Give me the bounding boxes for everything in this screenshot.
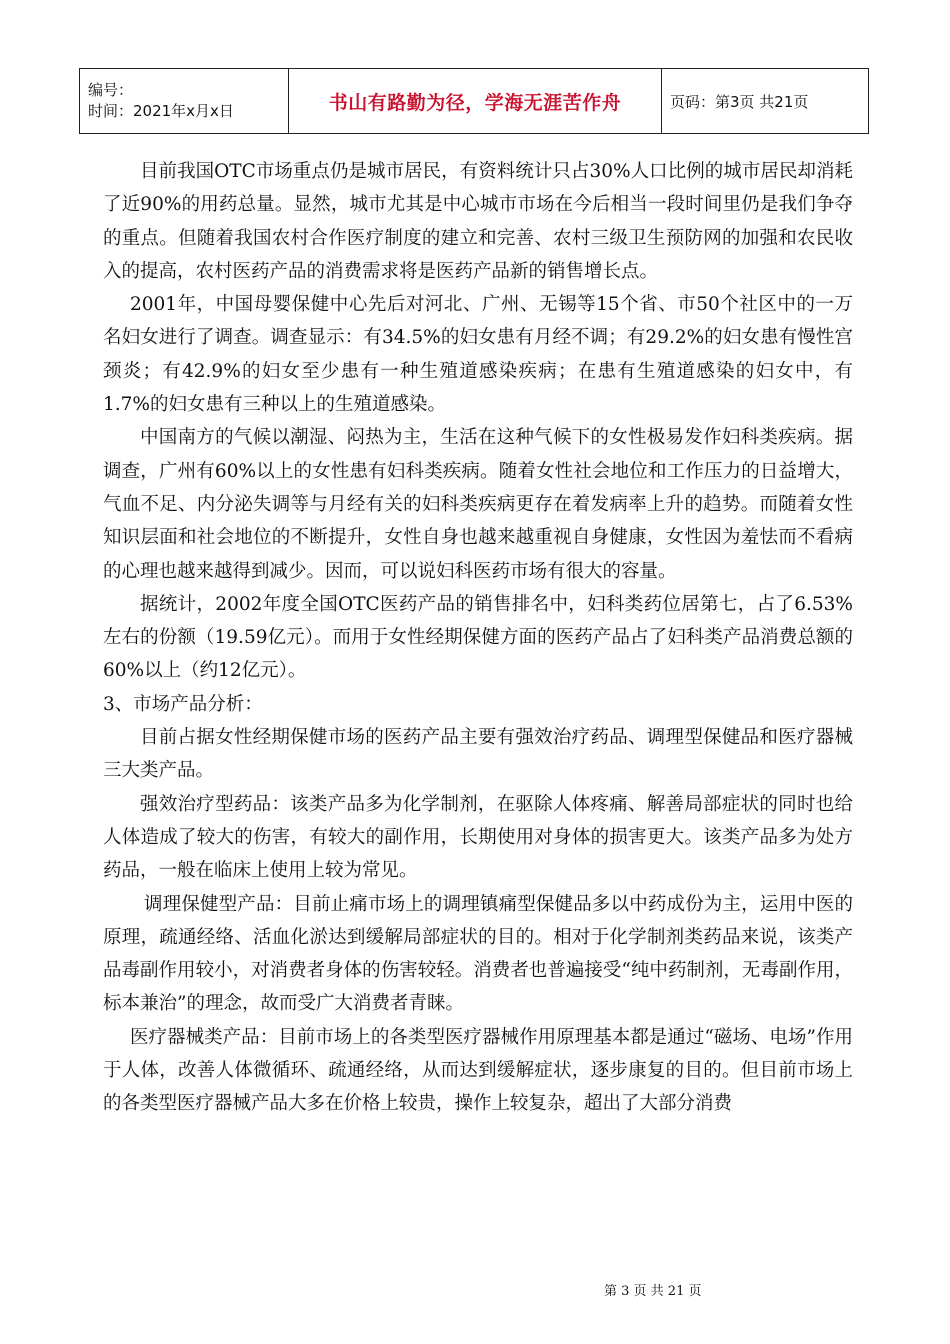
document-number-label: 编号： [88, 81, 134, 99]
paragraph: 中国南方的气候以潮湿、闷热为主，生活在这种气候下的女性极易发作妇科类疾病。据调查，广州有60%以上的女性患有妇科类疾病。随着女性社会地位和工作压力的日益增大，气血不足、内分泌失调等与月经有关的妇科类疾病更存在着发病率上升的趋势。而随着女性知识层面和社会地位的不断提升，女性自身也越来越重视自身健康，女性因为羞怯而不看病的心理也越来越得到减少。因而，可以说妇科医药市场有很大的容量。 [103, 427, 853, 582]
header-page-label: 页码：第3页 共21页 [662, 69, 869, 134]
paragraph: 目前占据女性经期保健市场的医药产品主要有强效治疗药品、调理型保健品和医疗器械三大类产品。 [103, 727, 853, 782]
paragraph: 调理保健型产品：目前止痛市场上的调理镇痛型保健品多以中药成份为主，运用中医的原理，疏通经络、活血化淤达到缓解局部症状的目的。相对于化学制剂类药品来说，该类产品毒副作用较小，对消费者身体的伤害较轻。消费者也普遍接受“纯中药制剂，无毒副作用，标本兼治”的理念，故而受广大消费者青睐。 [103, 893, 853, 1015]
page-footer: 第 3 页 共 21 页 [604, 1284, 702, 1299]
section-heading: 3、市场产品分析： [103, 693, 263, 715]
header-motto: 书山有路勤为径，学海无涯苦作舟 [289, 69, 662, 134]
paragraph: 据统计，2002年度全国OTC医药产品的销售排名中，妇科类药位居第七，占了6.53%左右的份额（19.59亿元）。而用于女性经期保健方面的医药产品占了妇科类产品消费总额的60%以上（约12亿元）。 [103, 593, 853, 682]
paragraph: 医疗器械类产品：目前市场上的各类型医疗器械作用原理基本都是通过“磁场、电场”作用于人体，改善人体微循环、疏通经络，从而达到缓解症状，逐步康复的目的。但目前市场上的各类型医疗器械产品大多在价格上较贵，操作上较复杂，超出了大部分消费 [103, 1026, 853, 1115]
header-meta-cell [80, 69, 289, 134]
header-table [79, 68, 869, 134]
document-date-label: 时间：2021年x月x日 [88, 102, 234, 120]
paragraph: 2001年，中国母婴保健中心先后对河北、广州、无锡等15个省、市50个社区中的一万名妇女进行了调查。调查显示：有34.5%的妇女患有月经不调；有29.2%的妇女患有慢性宫颈炎；有42.9%的妇女至少患有一种生殖道感染疾病；在患有生殖道感染的妇女中，有1.7%的妇女患有三种以上的生殖道感染。 [103, 294, 853, 416]
paragraph: 目前我国OTC市场重点仍是城市居民，有资料统计只占30%人口比例的城市居民却消耗了近90%的用药总量。显然，城市尤其是中心城市市场在今后相当一段时间里仍是我们争夺的重点。但随着我国农村合作医疗制度的建立和完善、农村三级卫生预防网的加强和农民收入的提高，农村医药产品的消费需求将是医药产品新的销售增长点。 [103, 161, 853, 282]
document-body [103, 155, 853, 1121]
paragraph: 强效治疗型药品：该类产品多为化学制剂，在驱除人体疼痛、解善局部症状的同时也给人体造成了较大的伤害，有较大的副作用，长期使用对身体的损害更大。该类产品多为处方药品，一般在临床上使用上较为常见。 [103, 793, 853, 882]
